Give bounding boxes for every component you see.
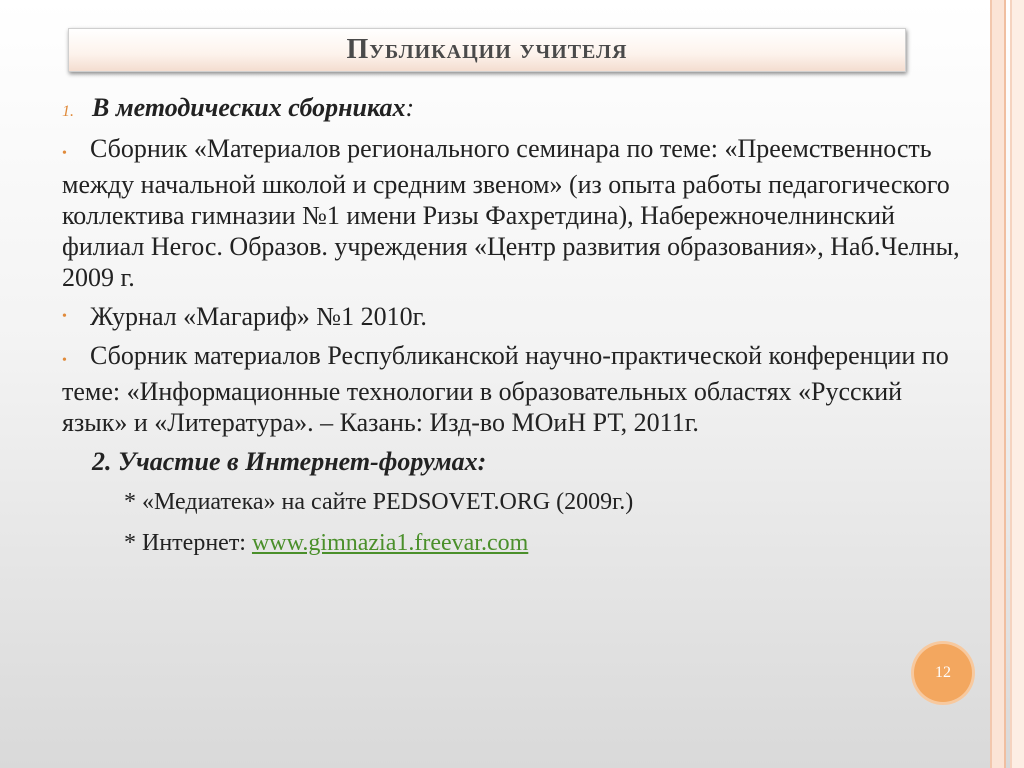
page-number-badge <box>914 644 972 702</box>
list-item <box>62 301 964 332</box>
star-item <box>124 528 964 559</box>
asterisk-icon: * <box>124 530 136 556</box>
asterisk-icon: * <box>124 489 136 515</box>
star-item-text: «Медиатека» на сайте PEDSOVET.ORG (2009г.) <box>142 489 634 515</box>
bullet-icon: • <box>62 146 67 161</box>
section-1-colon: : <box>405 93 415 122</box>
list-item-text: Сборник материалов Республиканской научно-практической конференции по теме: «Информационные технологии в образовательных областях «Русский язык» и «Литература». – Казань: Изд-во МОиН РТ, 2011г. <box>62 341 949 437</box>
bullet-icon: • <box>62 353 67 368</box>
title-bar <box>68 28 906 72</box>
decorative-stripes <box>984 0 1024 768</box>
website-link[interactable]: www.gimnazia1.freevar.com <box>251 530 529 556</box>
slide-content <box>62 92 964 569</box>
section-1-title: В методических сборниках <box>92 93 406 122</box>
page-number: 12 <box>935 664 951 681</box>
section-2-heading: 2. Участие в Интернет-форумах: <box>92 447 487 476</box>
list-item-text: Журнал «Магариф» №1 2010г. <box>90 302 427 331</box>
bullet-icon: • <box>62 309 67 324</box>
section-1-number: 1. <box>62 103 74 120</box>
list-item <box>62 133 964 293</box>
star-item <box>124 487 964 518</box>
section-1-heading <box>62 92 964 127</box>
page-title: Публикации учителя <box>346 34 628 65</box>
list-item <box>62 340 964 438</box>
star-item-prefix: Интернет: <box>142 530 252 556</box>
list-item-text: Сборник «Материалов регионального семинара по теме: «Преемственность между начальной школой и средним звеном» (из опыта работы педагогического коллектива гимназии №1 имени Ризы Фахретдина), Набережночелнинский филиал Негос. Образов. учреждения «Центр развития образования», Наб.Челны, 2009 г. <box>62 134 960 292</box>
